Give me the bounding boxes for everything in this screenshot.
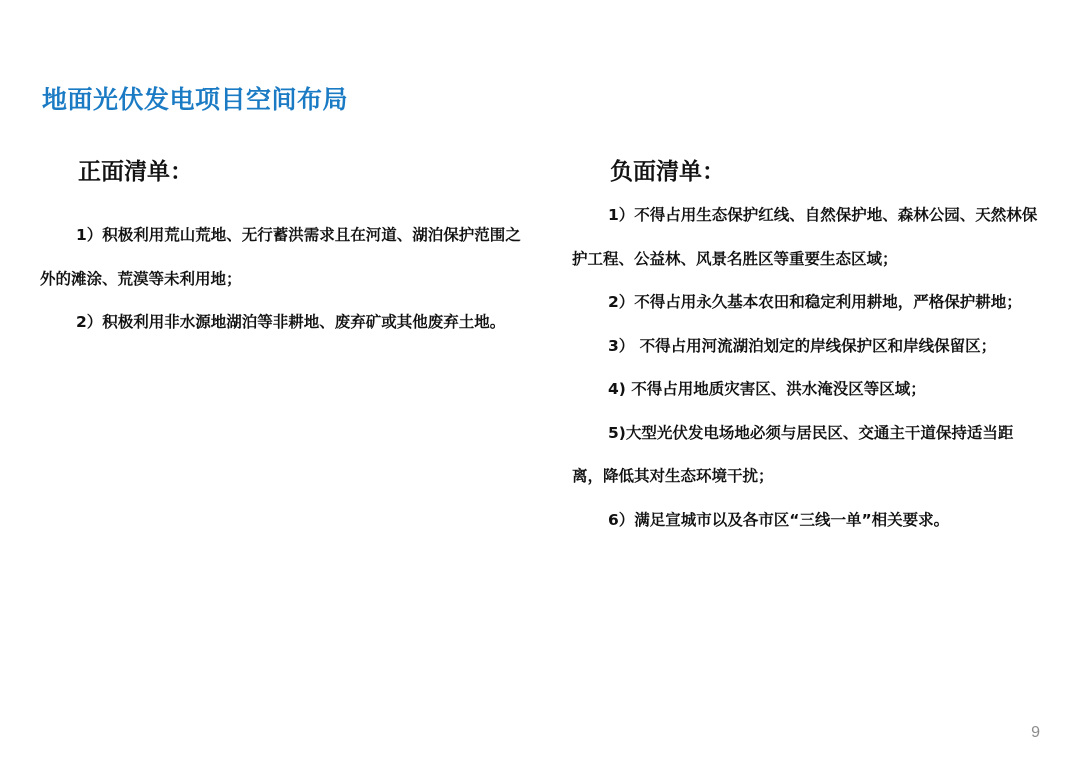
negative-list: [572, 150, 1042, 542]
negative-list-item: 1）不得占用生态保护红线、自然保护地、森林公园、天然林保护工程、公益林、风景名胜区等重要生态区域；: [572, 206, 1038, 268]
positive-list-item: 1）积极利用荒山荒地、无行蓄洪需求且在河道、湖泊保护范围之外的滩涂、荒漠等未利用地；: [40, 226, 521, 288]
negative-list-heading: 负面清单：: [610, 159, 725, 185]
negative-list-item: 6）满足宣城市以及各市区“三线一单”相关要求。: [608, 510, 950, 529]
negative-list-item: 4) 不得占用地质灾害区、洪水淹没区等区域；: [608, 380, 926, 398]
positive-list-heading: 正面清单：: [78, 159, 193, 185]
page-number: 9: [1031, 724, 1040, 741]
positive-list-item: 2）积极利用非水源地湖泊等非耕地、废弃矿或其他废弃土地。: [76, 313, 506, 331]
page-title: 地面光伏发电项目空间布局: [42, 85, 349, 114]
positive-list: [40, 150, 525, 345]
negative-list-item: 5)大型光伏发电场地必须与居民区、交通主干道保持适当距离，降低其对生态环境干扰；: [572, 423, 1014, 485]
negative-list-item: 3） 不得占用河流湖泊划定的岸线保护区和岸线保留区；: [608, 336, 997, 355]
negative-list-item: 2）不得占用永久基本农田和稳定利用耕地，严格保护耕地；: [608, 293, 1022, 311]
